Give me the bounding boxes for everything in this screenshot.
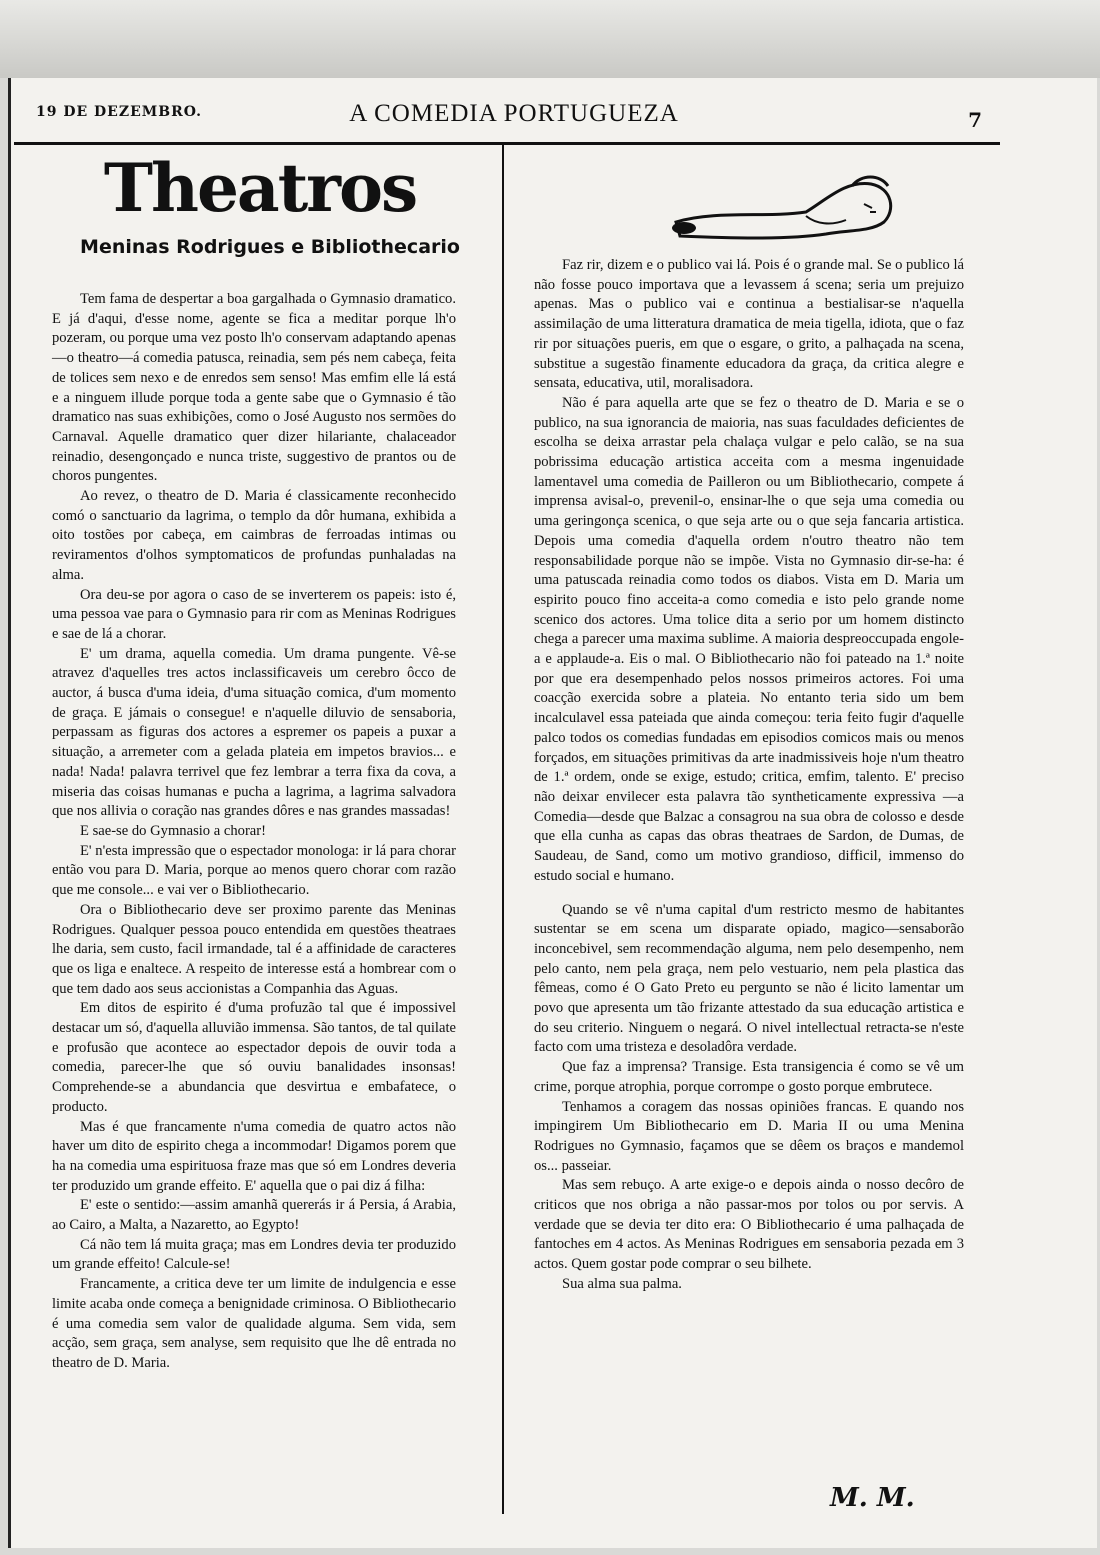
paragraph: Tenhamos a coragem das nossas opiniões francas. E quando nos impingirem Um Bibliothecario em D. Maria II ou uma Menina Rodrigues no Gymnasio, façamos que se dêem os braços e mandemol os... passeiar. bbox=[534, 1098, 964, 1174]
masthead: A COMEDIA PORTUGUEZA bbox=[349, 100, 679, 127]
paragraph: Francamente, a critica deve ter um limite de indulgencia e esse limite acaba onde começa a benignidade criminosa. O Bibliothecario é uma comedia sem valor de qualidade alguma. Sem vida, sem acção, sem graça, sem analyse, sem requisito que lhe dê entrada no theatro de D. Maria. bbox=[52, 1276, 456, 1371]
paragraph: Que faz a imprensa? Transige. Esta transigencia é como se vê um crime, porque atrophia, porque corrompe o gosto porque embrutece. bbox=[534, 1059, 964, 1095]
issue-date: 19 DE DEZEMBRO. bbox=[36, 104, 202, 120]
paragraph: Não é para aquella arte que se fez o theatro de D. Maria e se o publico, na sua ignorancia de maioria, nas suas faculdades deficientes de escolha se deixa arrastar pela chalaça vulgar e pelo calão, se na sua pobrissima educação artistica acceita com a mesma ingenuidade lamentavel uma comedia de Pailleron ou um Bibliothecario, compete á imprensa avisal-o, prevenil-o, ensinar-lhe o que seja uma comedia ou uma geringonça scenica, o que seja arte ou o que seja fancaria artistica. Depois uma comedia d'aquella ordem n'outro theatro não tem responsabilidade porque não se impõe. Vista no Gymnasio dir-se-ha: é uma patuscada reinadia como todos os diabos. Vista em D. Maria um espirito pouco fino acceita-a como comedia e isto pelo grande nome scenico dos actores. Uma tolice dita a serio por um homem distincto chega a parecer uma maxima sublime. A maioria despreoccupada engole-a e applaude-a. Eis o mal. O Bibliothecario não foi pateado na 1.ª noite por que era desempenhado pelos nossos primeiros actores. Foi uma coacção exercida sobre a plateia. No entanto teria sido um bem incalculavel essa pateiada que ainda começou: teria feito fugir d'aquelle palco todos os comedias fundadas em episodios comicos mais ou menos forçados, em situações primitivas da arte inadmissiveis hoje n'um theatro de 1.ª ordem, onde se exige, estudo; critica, emfim, talento. E' preciso não deixar envilecer esta palavra tão syntheticamente expressiva —a Comedia—desde que Balzac a consagrou na sua obra de colosso e desde que ella cunha as capas das obras theatraes de Sardon, de Dumas, de Saudeau, de Sand, como um motivo grandioso, difficil, immenso do estudo social e humano. bbox=[534, 394, 964, 884]
paragraph: Tem fama de despertar a boa gargalhada o Gymnasio dramatico. E já d'aqui, d'esse nome, agente se fica a meditar porque lh'o pozeram, ou porque uma vez posto lh'o conservam adaptando apenas—o theatro—á comedia patusca, reinadia, sem pés nem cabeça, feita de tolices sem nexo e de enredos sem senso! Mas emfim elle lá está e a ninguem illude porque toda a gente sabe que o Gymnasio é tão dramatico nas suas exhibições, como o José Augusto nos sermões do Carnaval. Aquelle dramatico quer dizer hilariante, chalaceador reinadio, desengonçado e nunca triste, suggestivo de prantos ou de choros pungentes. bbox=[52, 291, 456, 485]
page-number: 7 bbox=[968, 108, 982, 132]
article-subtitle: Meninas Rodrigues e Bibliothecario bbox=[80, 236, 460, 258]
paragraph: E' este o sentido:—assim amanhã quererás ir á Persia, á Arabia, ao Cairo, a Malta, a Nazaretto, ao Egypto! bbox=[52, 1197, 456, 1234]
column-divider bbox=[502, 144, 504, 1514]
paragraph: Mas é que francamente n'uma comedia de quatro actos não haver um dito de espirito chega a incommodar! Digamos porem que ha na comedia uma espirituosa fraze mas que só em Londres deveria ter produzido um grande effeito. E' aquella que o pai diz á filha: bbox=[52, 1118, 456, 1194]
paragraph: Ora deu-se por agora o caso de se inverterem os papeis: isto é, uma pessoa vae para o Gymnasio para rir com as Meninas Rodrigues e sae de lá a chorar. bbox=[52, 586, 456, 642]
paragraph: Ora o Bibliothecario deve ser proximo parente das Meninas Rodrigues. Qualquer pessoa pouco entendida em questões theatraes lhe daria, sem custo, facil irmandade, tal é a affinidade de caracteres que os liga e enaltece. A respeito de interesse está a hombrear com o que tem dado aos seus accionistas a Companhia das Aguas. bbox=[52, 901, 456, 997]
paragraph-gap bbox=[534, 887, 964, 901]
right-column bbox=[534, 256, 964, 1295]
paragraph: Quando se vê n'uma capital d'um restricto mesmo de habitantes sustentar se em scena um disparate opiado, magico—sensaborão inconcebivel, sem recommendação alguma, nem pelo desempenho, nem pelo canto, nem pela graça, nem pelo vestuario, nem pela plastica das fêmeas, como é O Gato Preto eu pergunto se não é licito lamentar um povo que apresenta um tão frizante attestado da sua educação artistica e do seu criterio. Ninguem o negará. O nivel intellectual retracta-se n'este facto com uma tristeza e desoladôra verdade. bbox=[534, 901, 964, 1056]
paragraph: Faz rir, dizem e o publico vai lá. Pois é o grande mal. Se o publico lá não fosse pouco importava que a levassem á scena; seria um prejuizo apenas. Mas o publico vai e continua a bestialisar-se n'aquella assimilação de uma litteratura dramatica de meia tigella, idiota, que o faz rir por situações pueris, em que o esgare, o grito, a palhaçada na scena, substitue a sugestão finamente educadora da graça, da critica alegre e sensata, educativa, util, moralisadora. bbox=[534, 257, 964, 392]
author-signature: M. M. bbox=[830, 1483, 915, 1513]
paragraph: Em ditos de espirito é d'uma profuzão tal que é impossivel destacar um só, d'aquella alluvião immensa. São tantos, de tal quilate e profusão que acontece ao espectador depois de ouvir toda a comedia, parecer-lhe que só ouviu banalidades insonsas! Comprehende-se a abundancia que desvirtua e embafatece, o producto. bbox=[52, 1000, 456, 1115]
page-header bbox=[14, 82, 1094, 142]
reclining-figure-illustration bbox=[656, 160, 906, 256]
paragraph: E sae-se do Gymnasio a chorar! bbox=[80, 822, 266, 839]
paragraph: Sua alma sua palma. bbox=[562, 1275, 682, 1292]
paragraph: Cá não tem lá muita graça; mas em Londres devia ter produzido um grande effeito! Calcule-se! bbox=[52, 1236, 456, 1273]
paragraph: Ao revez, o theatro de D. Maria é classicamente reconhecido comó o sanctuario da lagrima, o templo da dôr humana, exhibida a oito tostões por cabeça, em caimbras de ferroadas intimas ou reviramentos d'olhos symptomaticos de profundas punhaladas na alma. bbox=[52, 488, 456, 583]
paragraph: Mas sem rebuço. A arte exige-o e depois ainda o nosso decôro de criticos que nos obriga a não passar-mos por tolos ou por servis. A verdade que se devia ter dito era: O Bibliothecario é uma palhaçada de fantoches em 4 actos. As Meninas Rodrigues em sensaboria pezada em 3 actos. Quem gostar pode comprar o seu bilhete. bbox=[534, 1177, 964, 1273]
header-rule bbox=[14, 142, 1000, 145]
left-column bbox=[52, 290, 456, 1374]
paragraph: E' n'esta impressão que o espectador monologa: ir lá para chorar então vou para D. Maria, porque ao menos quero chorar com razão que me console... e vai ver o Bibliothecario. bbox=[52, 842, 456, 899]
paragraph: E' um drama, aquella comedia. Um drama pungente. Vê-se atravez d'aquelles tres actos inclassificaveis um cerebro ôcco de auctor, á busca d'uma ideia, d'uma situação comica, d'um momento de graça. E jámais o consegue! e n'aquelle diluvio de sensaboria, perpassam as figuras dos actores a espremer os papeis a puxar a situação, a arremeter com a gelada plateia em impetos bravios... e nada! Nada! palavra terrivel que fez lembrar a terra fixa da cova, a miseria das coisas humanas e pucha a lagrima, a lagrima salvadora que nos allivia o coração nas grandes dôres e nas grandes massadas! bbox=[52, 645, 456, 820]
page-top-margin bbox=[0, 0, 1100, 78]
article-title: Theatros bbox=[103, 149, 417, 227]
